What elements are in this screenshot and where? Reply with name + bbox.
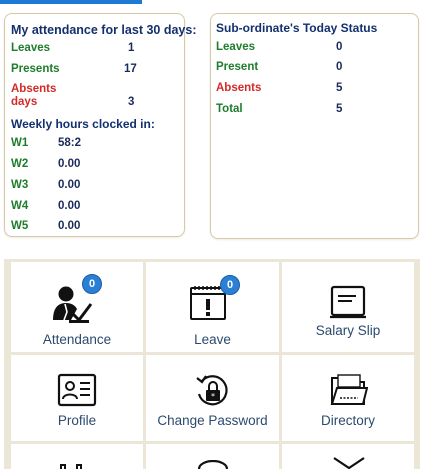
salary-slip-tile-label: Salary Slip [315, 323, 381, 338]
attendance-summary-card [4, 13, 197, 237]
partial-icon [59, 459, 83, 469]
leave-tile[interactable] [146, 262, 279, 352]
leave-badge: 0 [220, 275, 240, 295]
svg-text:*: * [211, 392, 215, 401]
profile-card-icon [57, 373, 97, 407]
directory-tile[interactable] [282, 355, 414, 441]
week-label: W4 [11, 200, 29, 212]
absents-value: 3 [128, 96, 135, 108]
week-label: W2 [11, 158, 29, 170]
week-hours: 0.00 [58, 179, 81, 191]
change-password-tile[interactable] [146, 355, 279, 441]
salary-slip-icon [329, 285, 367, 319]
sub-present-value: 0 [336, 61, 343, 73]
leaves-value: 1 [128, 42, 135, 54]
leaves-label: Leaves [11, 42, 51, 54]
subordinate-status-card [210, 13, 419, 239]
subordinate-card-title: Sub-ordinate's Today Status [216, 21, 378, 35]
absents-label: Absents [11, 83, 57, 95]
week-hours: 0.00 [58, 220, 81, 232]
attendance-badge: 0 [82, 274, 102, 294]
sub-leaves-label: Leaves [216, 41, 256, 53]
menu-tile[interactable] [11, 444, 143, 469]
absents-days-label: days [11, 96, 38, 108]
sub-absents-value: 5 [336, 82, 343, 94]
active-tab-indicator [0, 0, 142, 4]
menu-tile[interactable] [146, 444, 279, 469]
week-hours: 58:2 [58, 137, 82, 149]
weekly-hours-title: Weekly hours clocked in: [11, 117, 155, 131]
week-hours: 0.00 [58, 158, 81, 170]
salary-slip-tile[interactable] [282, 262, 414, 352]
week-label: W1 [11, 137, 29, 149]
mail-icon [332, 456, 366, 469]
change-password-lock-icon [194, 372, 232, 410]
directory-tile-label: Directory [320, 413, 375, 428]
week-hours: 0.00 [58, 200, 81, 212]
sub-absents-label: Absents [216, 82, 262, 94]
sub-total-value: 5 [336, 103, 343, 115]
sub-total-label: Total [216, 103, 243, 115]
presents-label: Presents [11, 63, 60, 75]
attendance-tile-label: Attendance [42, 332, 112, 347]
leave-tile-label: Leave [194, 332, 231, 347]
attendance-tile[interactable] [11, 262, 143, 352]
directory-folder-icon [330, 372, 368, 408]
week-label: W3 [11, 179, 29, 191]
sub-leaves-value: 0 [336, 41, 343, 53]
sub-present-label: Present [216, 61, 259, 73]
week-label: W5 [11, 220, 29, 232]
profile-tile-label: Profile [57, 413, 97, 428]
presents-value: 17 [124, 63, 137, 75]
menu-tile[interactable] [282, 444, 414, 469]
profile-tile[interactable] [11, 355, 143, 441]
attendance-card-title: My attendance for last 30 days: [11, 23, 197, 37]
change-password-tile-label: Change Password [157, 413, 268, 428]
